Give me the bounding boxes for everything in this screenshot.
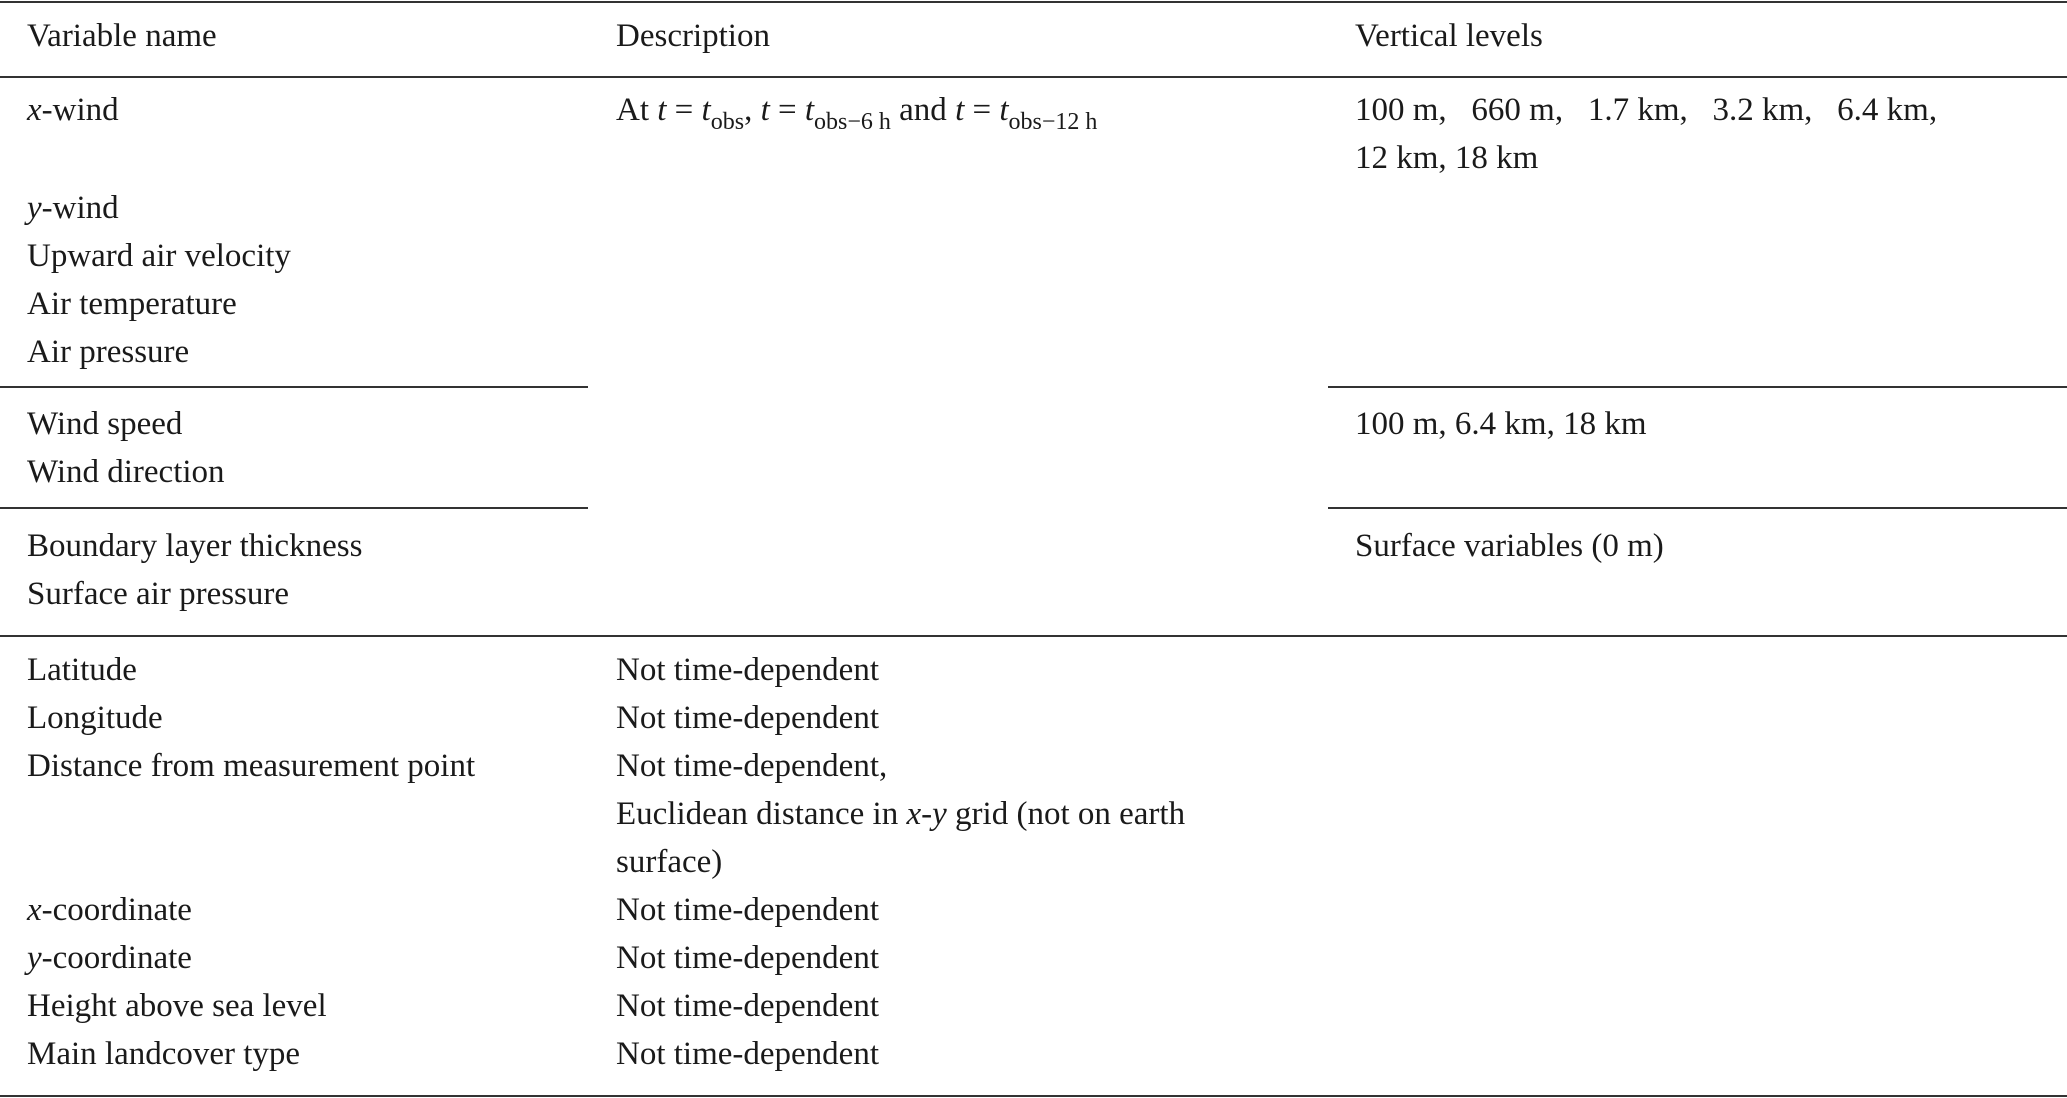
description-y-coordinate: Not time-dependent xyxy=(616,940,880,976)
description-landcover: Not time-dependent xyxy=(616,1036,880,1072)
header-description: Description xyxy=(616,18,770,54)
description-height: Not time-dependent xyxy=(616,988,880,1024)
variable-height-above-sea-level: Height above sea level xyxy=(27,988,327,1024)
bottom-rule xyxy=(0,1095,2067,1097)
levels-group1-line1: 100 m, 660 m, 1.7 km, 3.2 km, 6.4 km, xyxy=(1355,92,1938,128)
header-variable-name: Variable name xyxy=(27,18,217,54)
levels-group1-line2: 12 km, 18 km xyxy=(1355,140,1539,176)
description-distance-line3: surface) xyxy=(616,844,723,880)
group1-rule-right xyxy=(1328,386,2067,388)
variable-y-wind: y-wind xyxy=(27,190,119,226)
variable-wind-speed: Wind speed xyxy=(27,406,183,442)
variable-longitude: Longitude xyxy=(27,700,163,736)
variable-latitude: Latitude xyxy=(27,652,137,688)
math-y: y xyxy=(27,190,42,226)
description-time-steps: At $t = t_{obs}$, $t = t_{obs-6 h}$ and $t = t_{obs-12 h}$ xyxy=(616,92,1098,135)
variable-x-coordinate: x-coordinate xyxy=(27,892,192,928)
variable-surface-air-pressure: Surface air pressure xyxy=(27,576,290,612)
variable-distance-from-measurement-point: Distance from measurement point xyxy=(27,748,476,784)
top-rule xyxy=(0,1,2067,3)
math-x: x xyxy=(27,92,42,128)
description-x-coordinate: Not time-dependent xyxy=(616,892,880,928)
group3-rule xyxy=(0,635,2067,637)
description-longitude: Not time-dependent xyxy=(616,700,880,736)
variable-main-landcover-type: Main landcover type xyxy=(27,1036,301,1072)
description-distance: Not time-dependent, xyxy=(616,748,888,784)
group1-rule-left xyxy=(0,386,588,388)
variable-wind-direction: Wind direction xyxy=(27,454,225,490)
levels-group2: 100 m, 6.4 km, 18 km xyxy=(1355,406,1647,442)
header-vertical-levels: Vertical levels xyxy=(1355,18,1543,54)
description-latitude: Not time-dependent xyxy=(616,652,880,688)
variable-x-wind: x-wind xyxy=(27,92,119,128)
variable-air-temperature: Air temperature xyxy=(27,286,237,322)
variable-air-pressure: Air pressure xyxy=(27,334,190,370)
header-rule xyxy=(0,76,2067,78)
variable-y-coordinate: y-coordinate xyxy=(27,940,192,976)
description-distance-line2: Euclidean distance in x-y grid (not on earth xyxy=(616,796,1186,832)
variable-upward-air-velocity: Upward air velocity xyxy=(27,238,291,274)
group2-rule-left xyxy=(0,507,588,509)
variable-boundary-layer-thickness: Boundary layer thickness xyxy=(27,528,363,564)
group2-rule-right xyxy=(1328,507,2067,509)
levels-group3: Surface variables (0 m) xyxy=(1355,528,1664,564)
